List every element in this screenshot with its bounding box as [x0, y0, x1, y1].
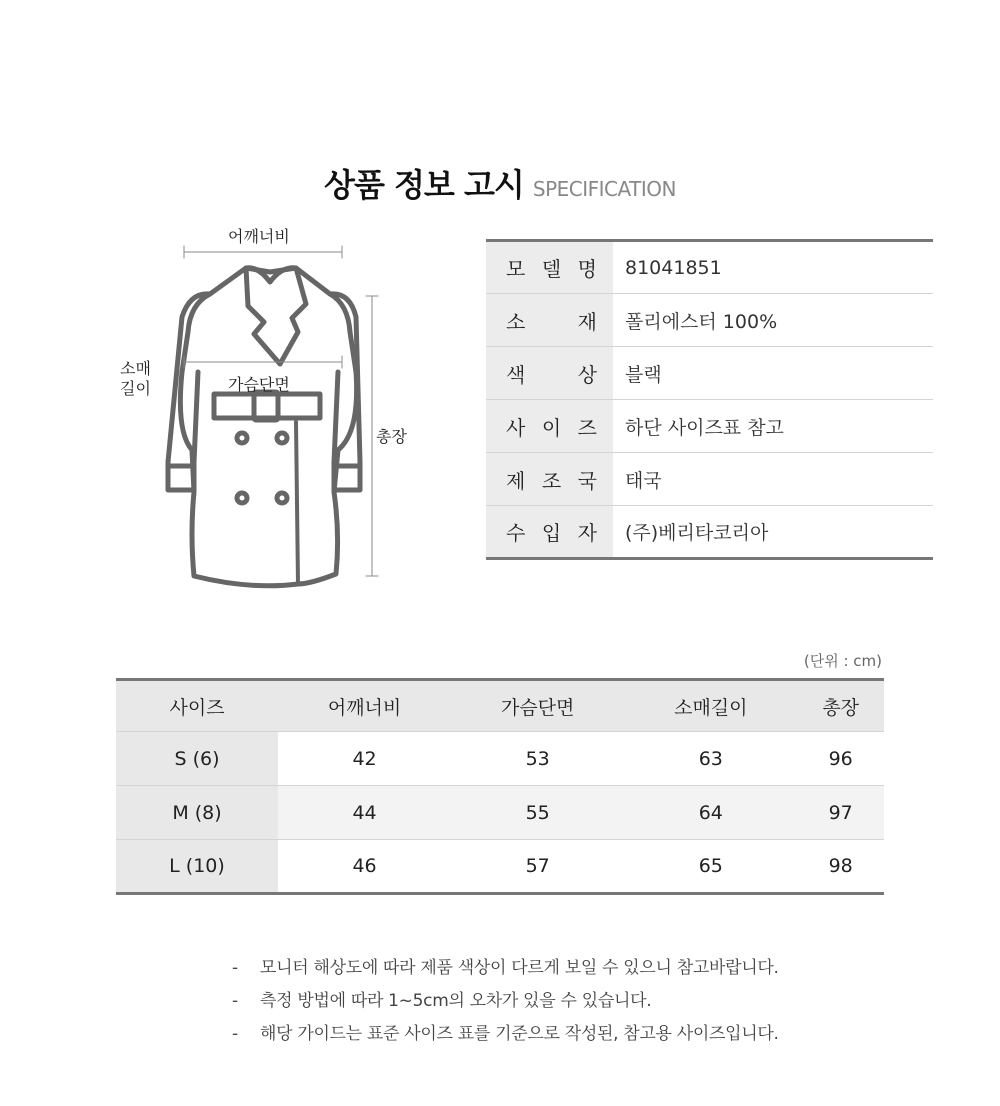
size-cell: S (6) [116, 732, 278, 786]
header-sleeve: 소매길이 [624, 680, 797, 732]
coat-front-opening [296, 422, 298, 584]
value-cell: 55 [451, 786, 624, 840]
note-text: 측정 방법에 따라 1~5cm의 오차가 있을 수 있습니다. [260, 991, 652, 1011]
coat-belt [214, 394, 320, 418]
spec-value: 블랙 [613, 347, 933, 400]
value-cell: 64 [624, 786, 797, 840]
spec-table [486, 239, 933, 560]
value-cell: 44 [278, 786, 451, 840]
note-text: 해당 가이드는 표준 사이즈 표를 기준으로 작성된, 참고용 사이즈입니다. [260, 1024, 779, 1044]
size-cell: M (8) [116, 786, 278, 840]
list-item [232, 987, 779, 1020]
note-dash: - [232, 958, 238, 978]
list-item [232, 1020, 779, 1053]
shoulder-label: 어깨너비 [228, 227, 290, 246]
spec-row-origin [486, 453, 933, 506]
page-title [0, 160, 1000, 206]
note-text: 모니터 해상도에 따라 제품 색상이 다르게 보일 수 있으니 참고바랍니다. [260, 958, 779, 978]
size-table-header [116, 680, 884, 732]
value-cell: 98 [797, 840, 884, 894]
sleeve-label-1: 소매 [120, 359, 151, 378]
value-cell: 57 [451, 840, 624, 894]
header-size: 사이즈 [116, 680, 278, 732]
sleeve-label-2: 길이 [120, 379, 151, 398]
coat-body [180, 268, 356, 586]
spec-row-importer [486, 506, 933, 559]
header-shoulder: 어깨너비 [278, 680, 451, 732]
value-cell: 97 [797, 786, 884, 840]
spec-key: 모 델 명 [486, 241, 613, 294]
value-cell: 46 [278, 840, 451, 894]
chest-label: 가슴단면 [228, 375, 290, 394]
spec-row-color [486, 347, 933, 400]
coat-button [237, 433, 247, 443]
note-dash: - [232, 1024, 238, 1044]
value-cell: 96 [797, 732, 884, 786]
coat-button [277, 493, 287, 503]
notes-list [232, 954, 779, 1053]
table-row [116, 786, 884, 840]
spec-value: 하단 사이즈표 참고 [613, 400, 933, 453]
spec-value: (주)베리타코리아 [625, 522, 769, 544]
table-row [116, 732, 884, 786]
header-chest: 가슴단면 [451, 680, 624, 732]
unit-label: (단위 : cm) [803, 652, 882, 670]
value-cell: 42 [278, 732, 451, 786]
spec-row-material [486, 294, 933, 347]
coat-button [277, 433, 287, 443]
spec-key: 수 입 자 [486, 506, 613, 559]
value-cell: 63 [624, 732, 797, 786]
spec-key: 소 재 [486, 294, 613, 347]
list-item [232, 954, 779, 987]
spec-value: 태국 [613, 453, 933, 506]
table-row [116, 840, 884, 894]
title-english: SPECIFICATION [532, 177, 676, 201]
spec-row-model [486, 241, 933, 294]
value-cell: 53 [451, 732, 624, 786]
spec-value: 81041851 [613, 241, 933, 294]
coat-button [237, 493, 247, 503]
spec-key: 색 상 [486, 347, 613, 400]
spec-row-size [486, 400, 933, 453]
size-cell: L (10) [116, 840, 278, 894]
spec-value: 폴리에스터 100% [613, 294, 933, 347]
title-korean: 상품 정보 고시 [324, 166, 524, 204]
note-dash: - [232, 991, 238, 1011]
value-cell: 65 [624, 840, 797, 894]
spec-key: 제 조 국 [486, 453, 613, 506]
size-table [116, 678, 884, 895]
coat-illustration [110, 222, 430, 592]
coat-diagram [110, 222, 430, 592]
spec-key: 사 이 즈 [486, 400, 613, 453]
header-length: 총장 [797, 680, 884, 732]
length-label: 총장 [376, 427, 407, 446]
coat-collar [246, 268, 306, 364]
